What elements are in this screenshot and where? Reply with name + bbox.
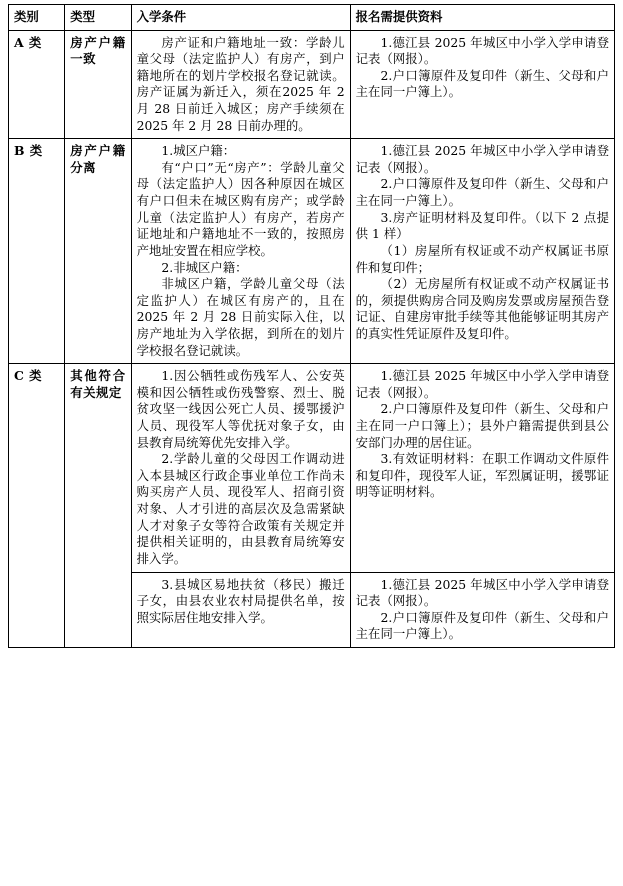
row-conditions-a xyxy=(131,30,350,139)
row-type-b: 房产户籍分离 xyxy=(65,139,131,364)
table-body xyxy=(9,30,615,647)
row-type-a: 房产户籍一致 xyxy=(65,30,131,139)
row-type-c: 其他符合有关规定 xyxy=(65,364,131,648)
condition-paragraph: 2.学龄儿童的父母因工作调动进入本县城区行政企事业单位工作尚未购买房产人员、现役军人、招商引资对象、人才引进的高层次及急需紧缺人才对象子女等符合政策有关规定并提供相关证明的，由县教育局统筹安排入学。 xyxy=(136,451,345,566)
table-header-row xyxy=(9,5,615,31)
document-item: （1）房屋所有权证或不动产权属证书原件和复印件； xyxy=(355,242,609,275)
row-documents-c xyxy=(350,364,614,572)
table-header xyxy=(9,5,615,31)
condition-paragraph: 房产证和户籍地址一致：学龄儿童父母（法定监护人）有房产，到户籍地所在的划片学校报名登记就读。房产证属为新迁入，须在2025 年 2 月 28 日前迁入城区；房产手续须在 2025 年 2 月 28 日前办理的。 xyxy=(136,34,345,133)
row-category-c: C 类 xyxy=(9,364,65,648)
row-category-a: A 类 xyxy=(9,30,65,139)
document-item: 2.户口簿原件及复印件（新生、父母和户主在同一户簿上）。 xyxy=(355,67,609,100)
row-conditions-b xyxy=(131,139,350,364)
documents-list xyxy=(356,35,609,101)
row-documents-c2 xyxy=(350,572,614,647)
condition-paragraph: 2.非城区户籍： xyxy=(161,259,248,275)
header-type: 类型 xyxy=(65,5,131,31)
condition-paragraph: 有“户口”无“房产”：学龄儿童父母（法定监护人）因各种原因在城区有户口但未在城区购有房产；或学龄儿童（法定监护人）有房产，若房产证地址和户籍地址不一致的，按照房产地址安置在相应学校。 xyxy=(136,159,345,258)
document-item: 2.户口簿原件及复印件（新生、父母和户主在同一户簿上）。 xyxy=(355,609,609,642)
header-category: 类别 xyxy=(9,5,65,31)
document-item: （2）无房屋所有权证或不动产权属证书的，须提供购房合同及购房发票或房屋预告登记证、自建房审批手续等其他能够证明其房产的真实性凭证原件及复印件。 xyxy=(355,276,609,341)
document-item: 1.德江县 2025 年城区中小学入学申请登记表（网报）。 xyxy=(355,34,609,67)
document-item: 3.房产证明材料及复印件。（以下 2 点提供 1 样） xyxy=(355,209,609,242)
document-item: 2.户口簿原件及复印件（新生、父母和户主在同一户簿上）。 xyxy=(355,176,609,209)
header-documents: 报名需提供资料 xyxy=(350,5,614,31)
row-documents-b xyxy=(350,139,614,364)
documents-list xyxy=(356,368,609,501)
row-documents-a xyxy=(350,30,614,139)
row-category-b: B 类 xyxy=(9,139,65,364)
table-row xyxy=(9,364,615,572)
row-conditions-c xyxy=(131,364,350,572)
condition-paragraph: 3.县城区易地扶贫（移民）搬迁子女，由县农业农村局提供名单，按照实际居住地安排入学。 xyxy=(136,576,345,625)
condition-paragraph: 非城区户籍，学龄儿童父母（法定监护人）在城区有房产的，且在 2025 年 2 月 28 日前实际入住，以房产地址为入学依据，到所在的划片学校报名登记就读。 xyxy=(136,276,345,358)
header-conditions: 入学条件 xyxy=(131,5,350,31)
table-row xyxy=(9,139,615,364)
condition-paragraph: 1.因公牺牲或伤残军人、公安英模和因公牺牲或伤残警察、烈士、脱贫攻坚一线因公死亡人员、援鄂援沪人员、现役军人等优抚对象子女，由县教育局统筹优先安排入学。 xyxy=(136,368,345,450)
document-item: 1.德江县 2025 年城区中小学入学申请登记表（网报）。 xyxy=(355,576,609,609)
condition-paragraph: 1.城区户籍： xyxy=(161,143,236,159)
document-item: 1.德江县 2025 年城区中小学入学申请登记表（网报）。 xyxy=(355,368,609,400)
enrollment-requirements-table xyxy=(8,4,615,648)
documents-list xyxy=(356,577,609,643)
document-item: 2.户口簿原件及复印件（新生、父母和户主在同一户口簿上）；县外户籍需提供到县公安部门办理的居住证。 xyxy=(355,401,609,450)
row-conditions-c2 xyxy=(131,572,350,647)
documents-list xyxy=(356,143,609,342)
document-item: 1.德江县 2025 年城区中小学入学申请登记表（网报）。 xyxy=(355,143,609,175)
table-row xyxy=(9,30,615,139)
document-item: 3.有效证明材料：在职工作调动文件原件和复印件，现役军人证，军烈属证明，援鄂证明等证明材料。 xyxy=(355,451,609,500)
